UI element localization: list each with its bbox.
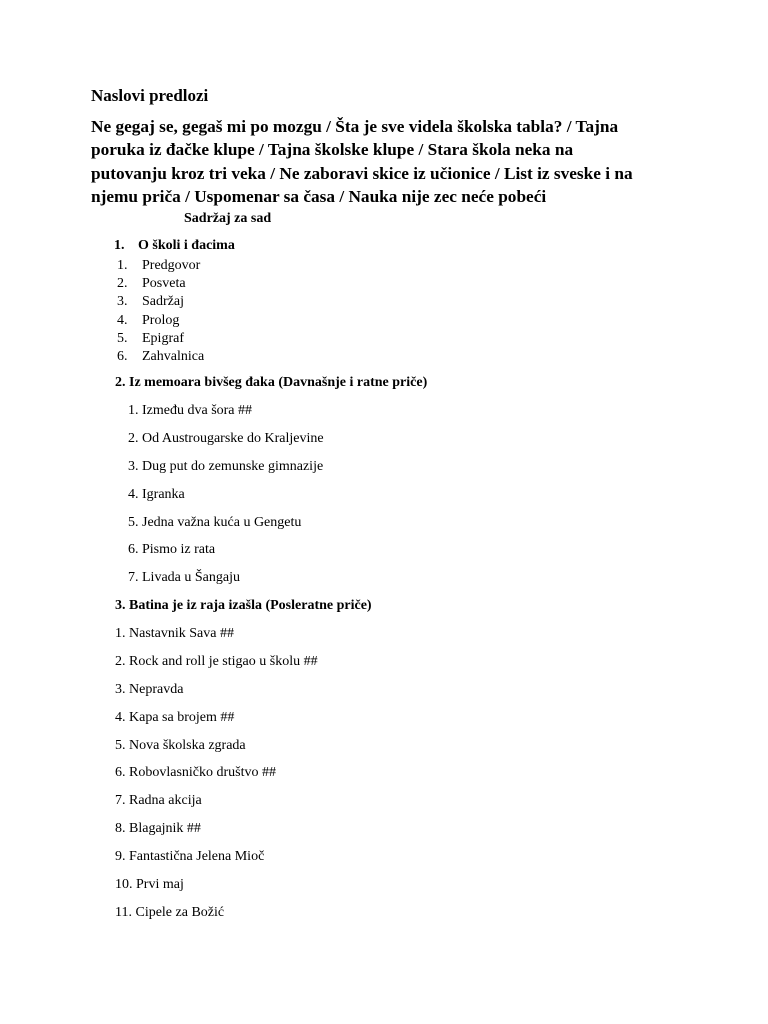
list-item: 3. Nepravda (115, 681, 184, 697)
list-item: 8. Blagajnik ## (115, 821, 201, 837)
list-item-number: 4. (117, 312, 128, 328)
list-item-number: 1. (117, 258, 128, 273)
list-item: 1. Između dva šora ## (128, 403, 253, 418)
list-item: 1. Nastavnik Sava ## (115, 626, 234, 641)
list-item-number: 5. (117, 330, 128, 346)
section-2-list (128, 402, 324, 597)
list-item (117, 348, 204, 366)
list-item-text: Epigraf (142, 330, 184, 346)
list-item: 5. Jedna važna kuća u Gengetu (128, 514, 302, 530)
list-item (117, 275, 204, 293)
list-item-number: 2. (117, 276, 128, 292)
toc-title: Sadržaj za sad (184, 211, 272, 226)
list-item: 11. Cipele za Božić (115, 904, 225, 920)
list-item-text: Zahvalnica (142, 348, 205, 364)
list-item: 5. Nova školska zgrada (115, 737, 246, 753)
list-item: 7. Livada u Šangaju (128, 570, 240, 586)
list-item-text: Sadržaj (142, 294, 184, 310)
list-item (117, 330, 204, 348)
list-item: 6. Pismo iz rata (128, 542, 216, 558)
list-item-number: 3. (117, 294, 128, 310)
list-item (117, 312, 204, 330)
title-suggestions (91, 115, 681, 208)
title-suggestions-line: poruka iz đačke klupe / Tajna školske klupe / Stara škola neka na (91, 140, 574, 160)
list-item: 6. Robovlasničko društvo ## (115, 765, 276, 781)
list-item: 4. Igranka (128, 486, 185, 502)
section-3-heading: 3. Batina je iz raja izašla (Posleratne priče) (115, 598, 372, 613)
list-item: 3. Dug put do zemunske gimnazije (128, 458, 324, 474)
list-item: 2. Od Austrougarske do Kraljevine (128, 430, 324, 446)
section-1-list (117, 257, 204, 366)
section-1-title: O školi i đacima (138, 238, 235, 253)
title-suggestions-line: Ne gegaj se, gegaš mi po mozgu / Šta je sve videla školska tabla? / Tajna (91, 117, 619, 136)
title-suggestions-line: putovanju kroz tri veka / Ne zaboravi skice iz učionice / List iz sveske i na (91, 163, 633, 183)
list-item (117, 257, 204, 275)
title-suggestions-line: njemu priča / Uspomenar sa časa / Nauka nije zec neće pobeći (91, 186, 547, 206)
list-item: 2. Rock and roll je stigao u školu ## (115, 653, 318, 669)
list-item: 10. Prvi maj (115, 877, 184, 893)
list-item-number: 6. (117, 348, 128, 364)
list-item-text: Posveta (142, 276, 186, 292)
section-2-heading: 2. Iz memoara bivšeg đaka (Davnašnje i ratne priče) (115, 375, 428, 390)
section-1-number: 1. (114, 238, 125, 253)
list-item-text: Predgovor (142, 258, 201, 273)
section-3-list (115, 625, 318, 932)
page-heading: Naslovi predlozi (91, 86, 209, 105)
list-item: 9. Fantastična Jelena Mioč (115, 849, 265, 865)
list-item (117, 293, 204, 311)
list-item: 4. Kapa sa brojem ## (115, 709, 235, 725)
list-item-text: Prolog (142, 312, 180, 328)
list-item: 7. Radna akcija (115, 793, 202, 809)
section-1-heading (114, 238, 235, 254)
